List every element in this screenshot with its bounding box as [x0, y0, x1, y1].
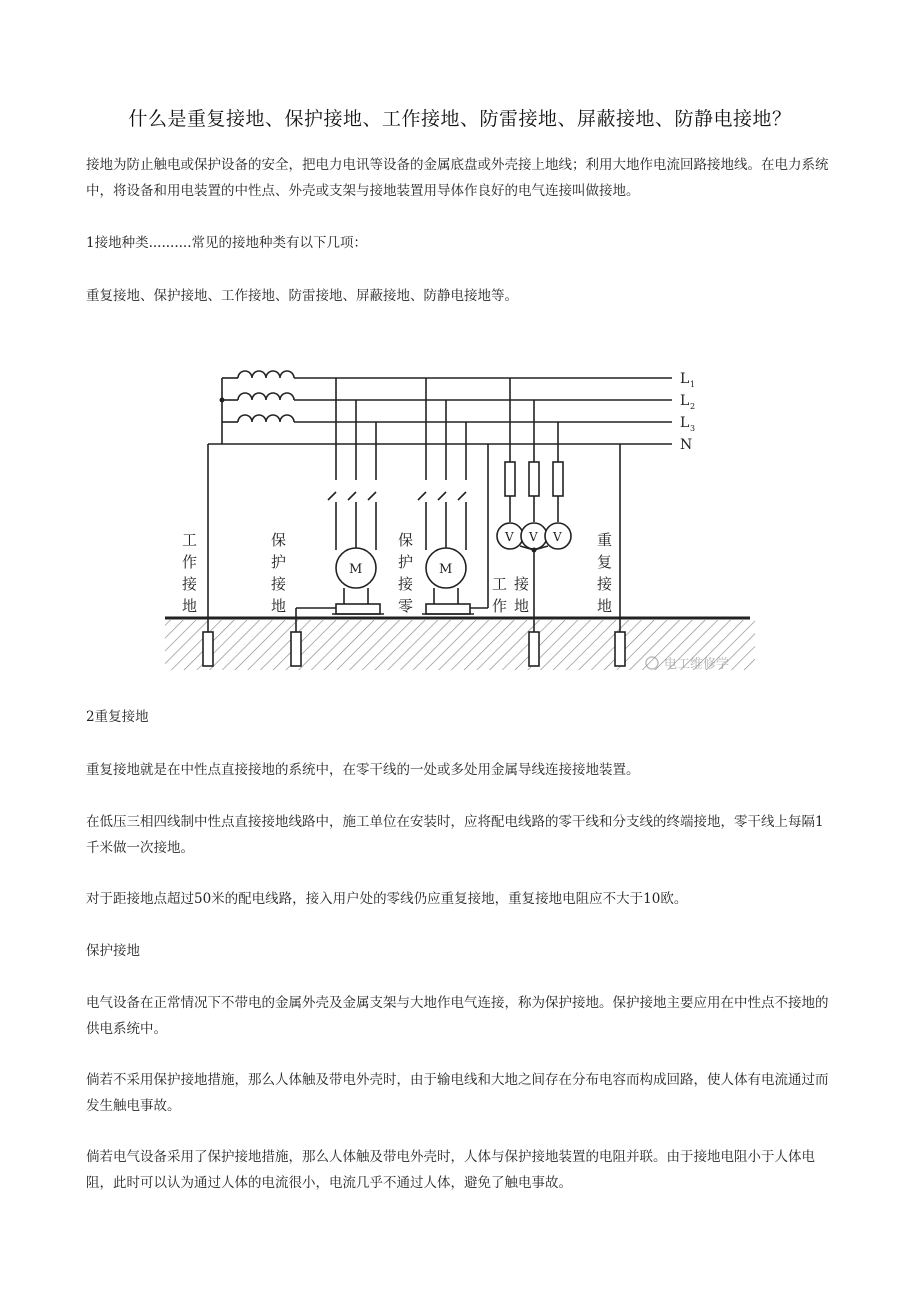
motor-1-label: M [349, 562, 363, 577]
label-protect-ground-2: 护 [271, 553, 287, 571]
star-point [220, 398, 225, 403]
label-repeat-ground-4: 地 [597, 597, 613, 615]
protect-paragraph-3: 倘若电气设备采用了保护接地措施，那么人体触及带电外壳时，人体与保护接地装置的电阻并联。由于接地电阻小于人体电阻，此时可以认为通过人体的电流很小，电流几乎不通过人体，避免了触电事故。 [86, 1149, 815, 1191]
types-heading: 1接地种类..........常见的接地种类有以下几项： [86, 235, 368, 251]
label-repeat-ground-1: 重 [597, 531, 613, 549]
protect-paragraph-1: 电气设备在正常情况下不带电的金属外壳及金属支架与大地作电气连接，称为保护接地。保护接地主要应用在中性点不接地的供电系统中。 [86, 995, 829, 1037]
motor-2 [418, 378, 488, 614]
motor-1 [296, 378, 384, 640]
intro-paragraph: 接地为防止触电或保护设备的安全，把电力电讯等设备的金属底盘或外壳接上地线；利用大地作电流回路接地线。在电力系统中，将设备和用电装置的中性点、外壳或支架与接地装置用导体作良好的电气连接叫做接地。 [86, 157, 829, 199]
types-list: 重复接地、保护接地、工作接地、防雷接地、屏蔽接地、防静电接地等。 [86, 288, 518, 304]
label-work-ground-1: 工 [182, 531, 198, 549]
label-work-1: 工 [492, 575, 508, 593]
meter-2-label: V [529, 530, 538, 544]
watermark-text: 电工维修学 [664, 657, 730, 672]
transformer-coils [222, 371, 294, 422]
label-l2: L [680, 393, 690, 409]
repeat-paragraph-3: 对于距接地点超过50米的配电线路，接入用户处的零线仍应重复接地，重复接地电阻应不大于10欧。 [86, 891, 688, 907]
label-work-ground-2: 作 [182, 553, 198, 571]
label-work-ground-4: 地 [182, 597, 198, 615]
label-n: N [680, 437, 693, 453]
meter-3-label: V [553, 530, 562, 544]
label-repeat-ground-2: 复 [597, 553, 613, 571]
label-protect-zero-2: 护 [398, 553, 414, 571]
label-protect-zero-4: 零 [398, 597, 414, 615]
label-l1-sub: 1 [690, 380, 696, 389]
label-l3-sub: 3 [690, 424, 696, 433]
label-l2-sub: 2 [690, 402, 696, 411]
label-work-2: 作 [492, 597, 508, 615]
bus-lines [208, 378, 672, 444]
protect-heading: 保护接地 [86, 943, 140, 959]
label-ground-1: 接 [514, 575, 530, 593]
label-repeat-ground-3: 接 [597, 575, 613, 593]
grounding-diagram [160, 350, 760, 690]
repeat-heading: 2重复接地 [86, 709, 149, 725]
protect-paragraph-2: 倘若不采用保护接地措施，那么人体触及带电外壳时，由于输电线和大地之间存在分布电容而构成回路，使人体有电流通过而发生触电事故。 [86, 1072, 829, 1114]
label-protect-zero-1: 保 [398, 531, 414, 549]
voltmeter-group [497, 378, 571, 640]
motor-2-label: M [439, 562, 453, 577]
repeat-paragraph-2: 在低压三相四线制中性点直接接地线路中，施工单位在安装时，应将配电线路的零干线和分支线的终端接地，零干线上每隔1千米做一次接地。 [86, 814, 824, 856]
label-protect-ground-3: 接 [271, 575, 287, 593]
repeat-definition: 重复接地就是在中性点直接接地的系统中，在零干线的一处或多处用金属导线连接接地装置。 [86, 762, 640, 778]
page-title: 什么是重复接地、保护接地、工作接地、防雷接地、屏蔽接地、防静电接地？ [128, 108, 792, 130]
label-ground-2: 地 [514, 597, 530, 615]
label-l1: L [680, 371, 690, 387]
label-work-ground-3: 接 [182, 575, 198, 593]
label-protect-ground-4: 地 [271, 597, 287, 615]
label-protect-zero-3: 接 [398, 575, 414, 593]
label-protect-ground-1: 保 [271, 531, 287, 549]
label-l3: L [680, 415, 690, 431]
meter-1-label: V [505, 530, 514, 544]
